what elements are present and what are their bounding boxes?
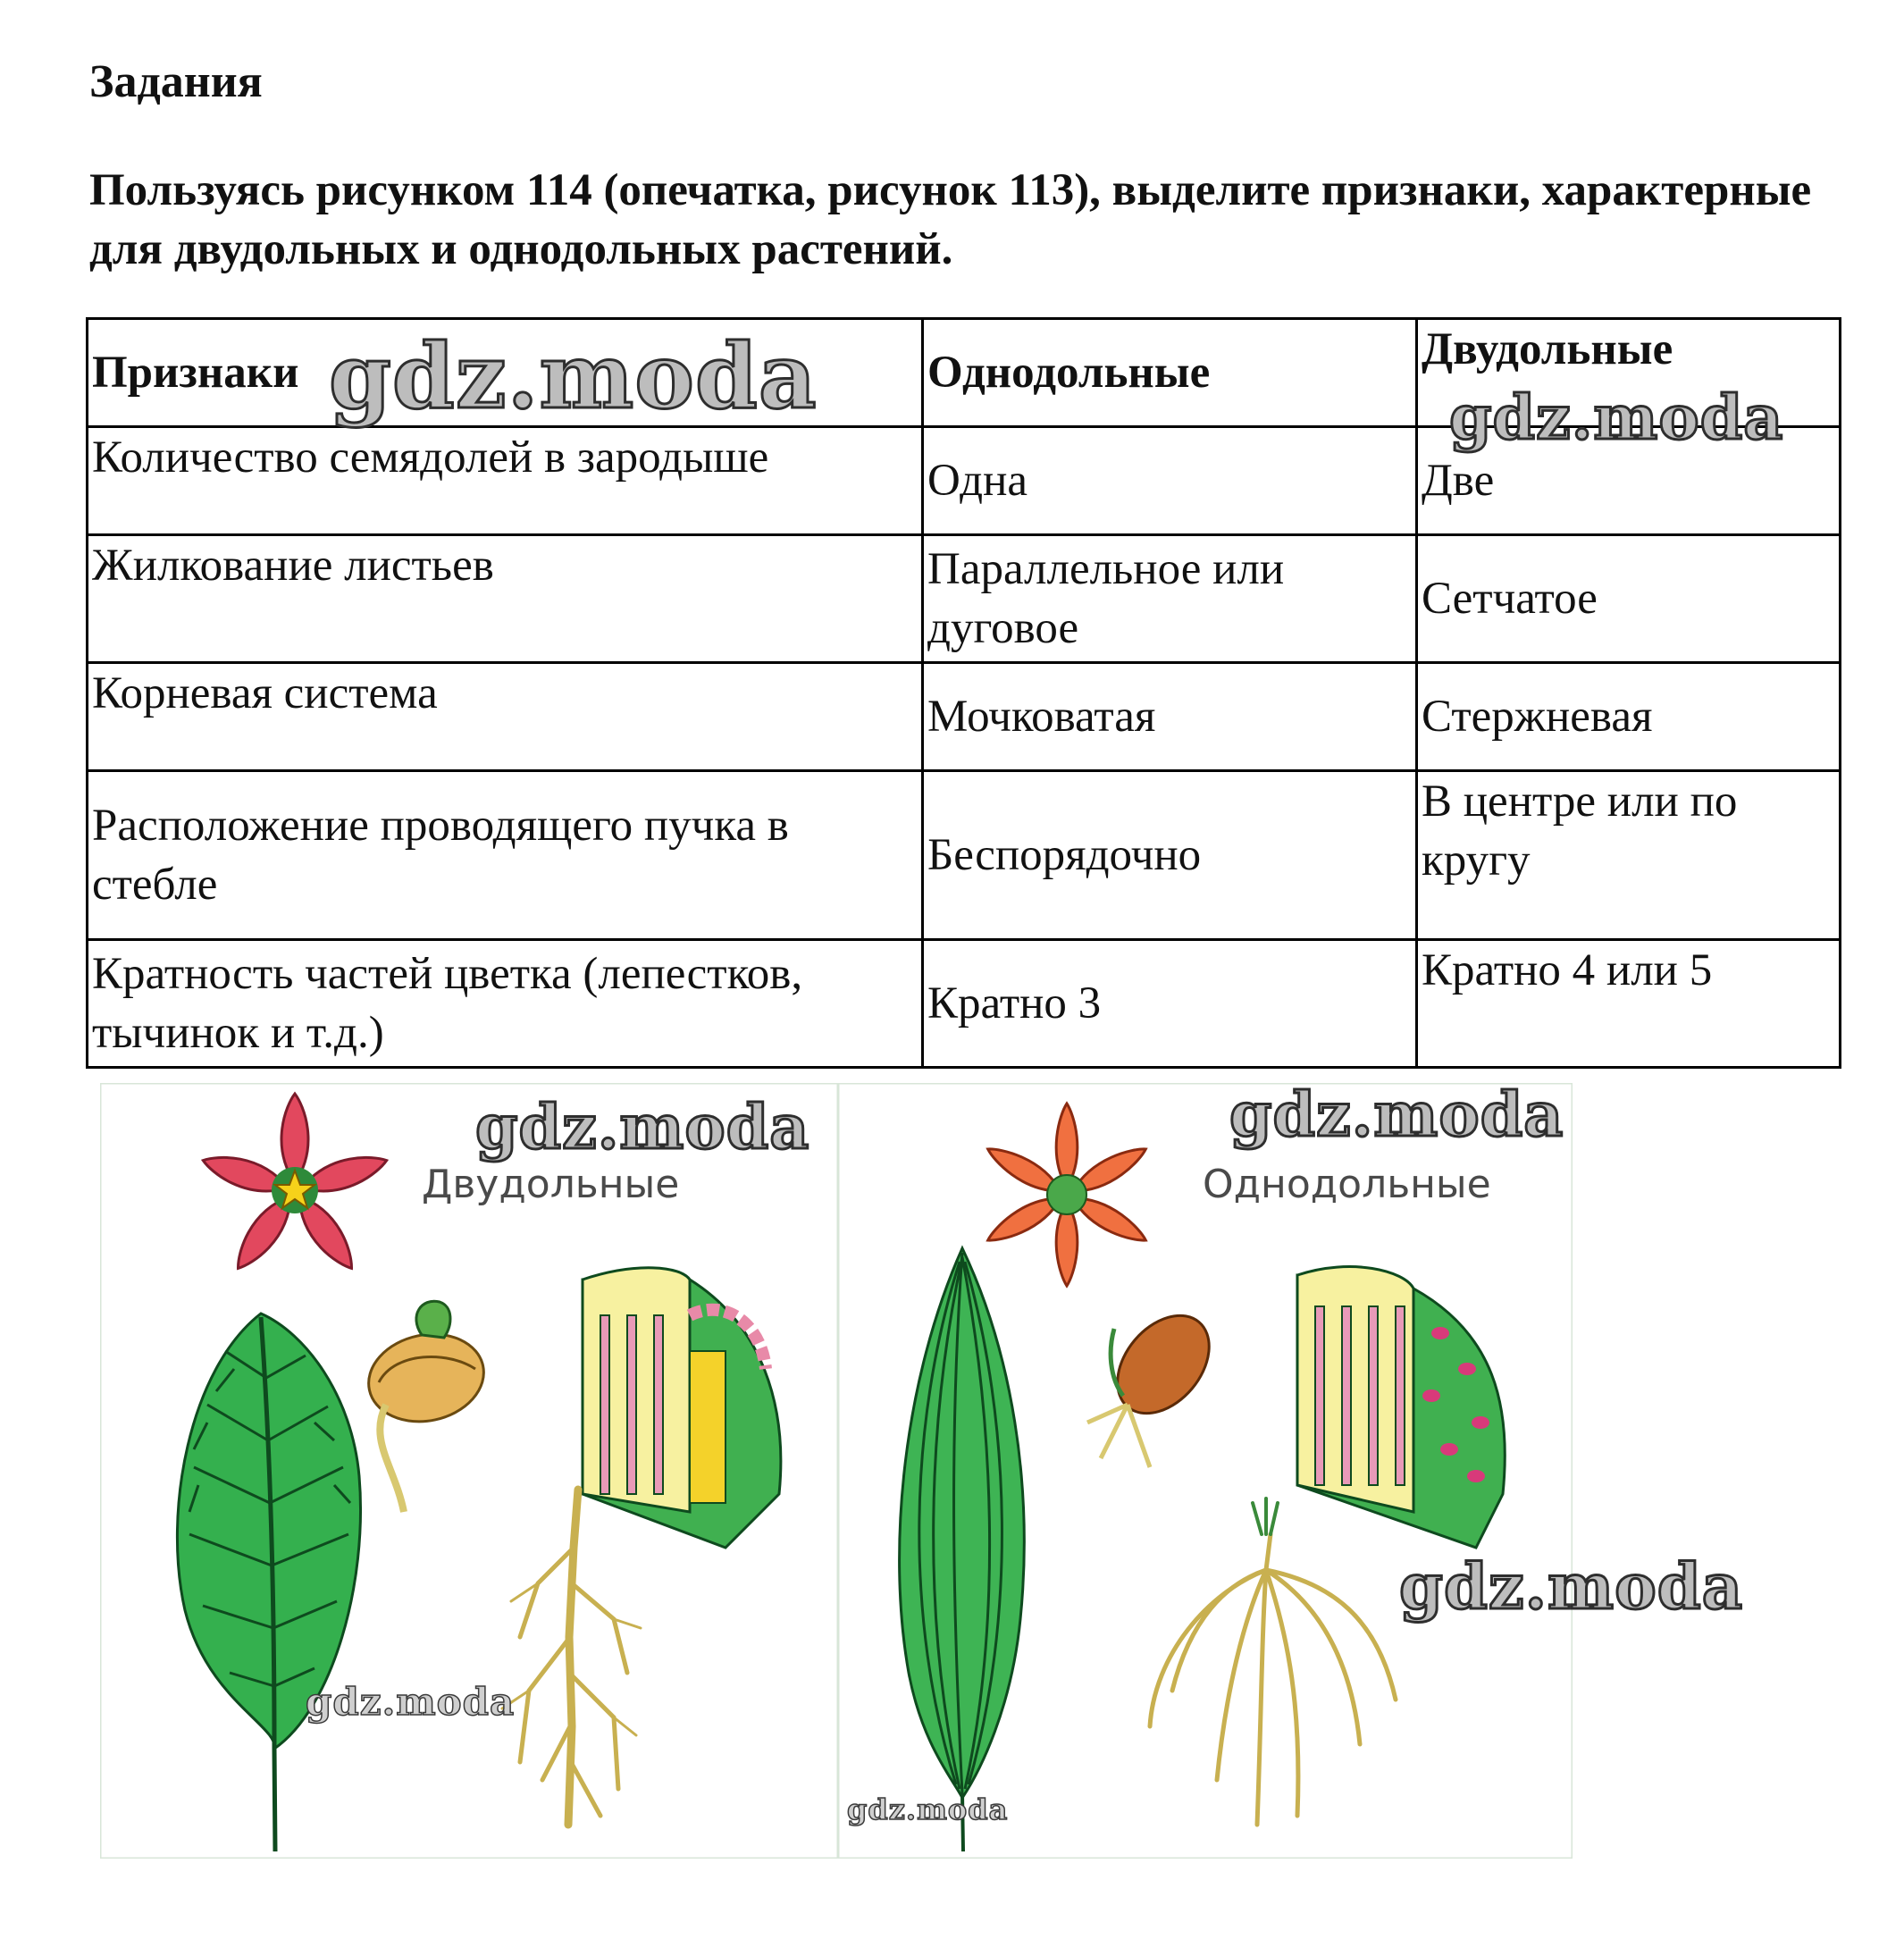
table-row [88,535,1841,663]
watermark-text: gdz.moda [475,1092,810,1163]
watermark-text: gdz.moda [847,1792,1009,1826]
cell-dicot: В центре или по кругу [1417,771,1841,940]
watermark-text: gdz.moda [306,1680,516,1724]
dicots-label: Двудольные [422,1162,680,1207]
header-dicots: Двудольные [1417,319,1841,427]
watermark-text: gdz.moda [1229,1079,1564,1151]
section-title: Задания [89,56,263,107]
cell-dicot: Две [1417,427,1841,535]
cell-monocot: Беспорядочно [923,771,1417,940]
cell-feature: Количество семядолей в зародыше [88,427,923,535]
watermark-text: gdz.moda [329,323,818,429]
monocots-label: Однодольные [1203,1162,1491,1207]
header-features: Признаки [88,319,923,427]
header-monocots: Однодольные [923,319,1417,427]
table-row [88,771,1841,940]
table-row [88,663,1841,771]
cell-monocot: Мочковатая [923,663,1417,771]
cell-feature: Расположение проводящего пучка в стебле [88,771,923,940]
cell-dicot: Стержневая [1417,663,1841,771]
table-row [88,940,1841,1068]
cell-dicot: Кратно 4 или 5 [1417,940,1841,1068]
plant-comparison-figure [100,1083,1573,1859]
cell-monocot: Одна [923,427,1417,535]
cell-feature: Кратность частей цветка (лепестков, тычинок и т.д.) [88,940,923,1068]
watermark-text: gdz.moda [1449,382,1784,454]
cell-monocot: Параллельное или дуговое [923,535,1417,663]
cell-dicot: Сетчатое [1417,535,1841,663]
cell-feature: Жилкование листьев [88,535,923,663]
cell-feature: Корневая система [88,663,923,771]
cell-monocot: Кратно 3 [923,940,1417,1068]
task-text: Пользуясь рисунком 114 (опечатка, рисунок 113), выделите признаки, характерные для двудольных и однодольных растений. [89,165,1812,274]
watermark-text: gdz.moda [1399,1549,1744,1624]
